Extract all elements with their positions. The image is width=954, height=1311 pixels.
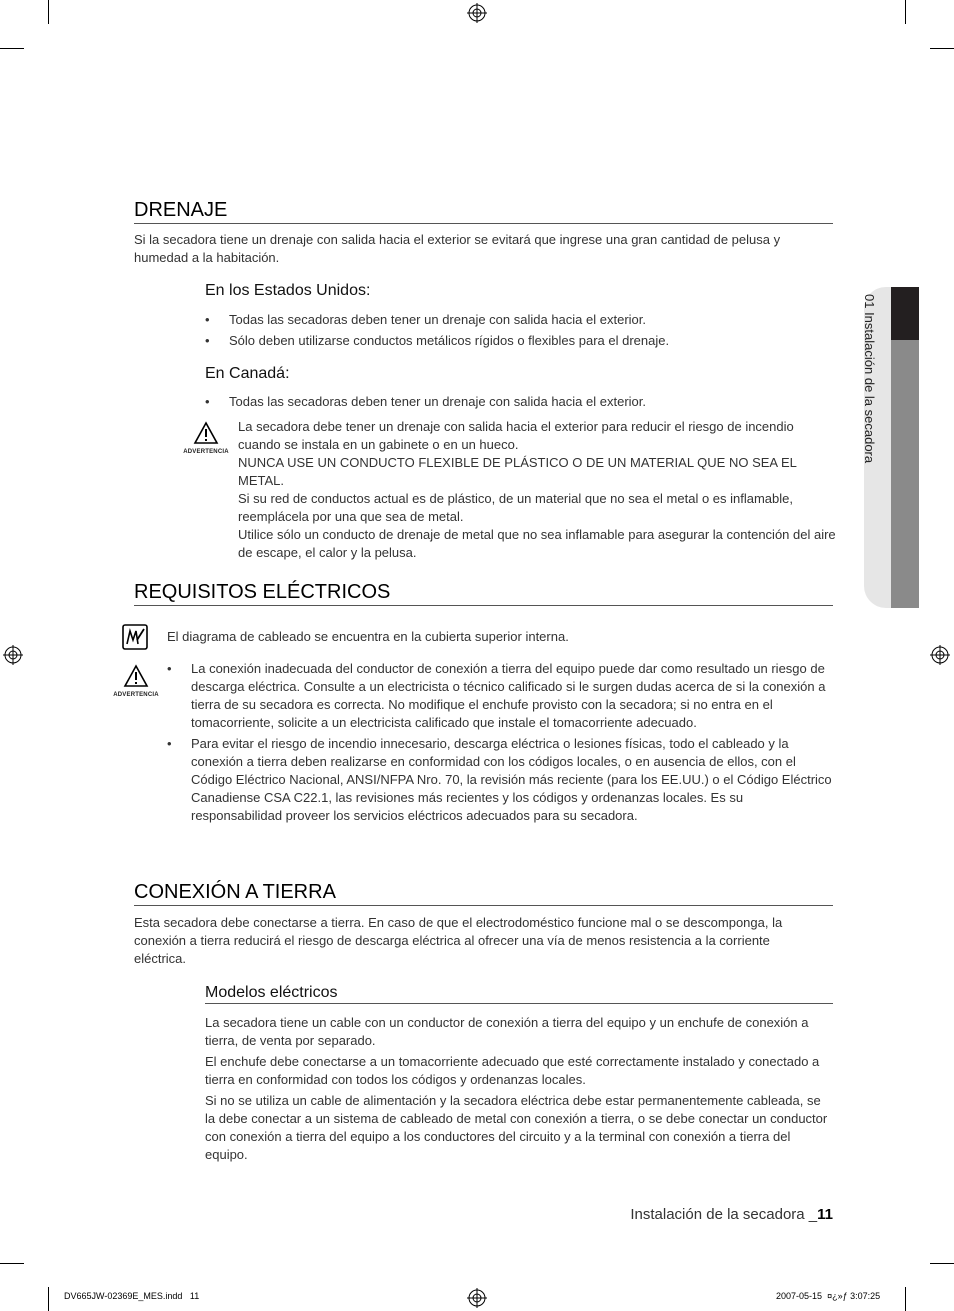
crop-mark bbox=[0, 48, 24, 49]
chapter-tab-marker bbox=[891, 287, 919, 340]
registration-mark-icon bbox=[467, 1288, 487, 1308]
conexion-intro: Esta secadora debe conectarse a tierra. En caso de que el electrodoméstico funcione mal o se descomponga, la conexión a tierra reducirá el riesgo de descarga eléctrica al ofrecer una vía de menos resistencia a la corriente eléctrica. bbox=[134, 915, 783, 966]
section-title-conexion: CONEXIÓN A TIERRA bbox=[134, 880, 833, 906]
footer-section: Instalación de la secadora _ bbox=[630, 1206, 818, 1223]
us-heading: En los Estados Unidos: bbox=[205, 282, 371, 299]
conexion-paragraphs bbox=[205, 1014, 833, 1164]
bullet: • bbox=[205, 394, 210, 409]
list-item: • Sólo deben utilizarse conductos metálicos rígidos o flexibles para el drenaje. bbox=[205, 333, 670, 348]
list-item: • Todas las secadoras deben tener un drenaje con salida hacia el exterior. bbox=[205, 394, 646, 409]
ca-list bbox=[205, 393, 833, 414]
models-heading: Modelos eléctricos bbox=[205, 983, 833, 1004]
crop-mark bbox=[48, 1287, 49, 1311]
drenaje-intro: Si la secadora tiene un drenaje con salida hacia el exterior se evitará que ingrese una gran cantidad de pelusa y humedad a la habitación. bbox=[134, 232, 781, 265]
paragraph: El enchufe debe conectarse a un tomacorriente adecuado que esté correctamente instalado y conectado a tierra en conformidad con todos los códigos y ordenanzas locales. bbox=[205, 1054, 820, 1087]
crop-mark bbox=[930, 1263, 954, 1264]
warning-label: ADVERTENCIA bbox=[183, 449, 229, 455]
warning-triangle-icon bbox=[123, 664, 149, 688]
registration-mark-icon bbox=[467, 3, 487, 23]
list-item: • Todas las secadoras deben tener un drenaje con salida hacia el exterior. bbox=[205, 312, 646, 327]
file-slug: DV665JW-02369E_MES.indd 11 bbox=[64, 1291, 200, 1301]
paragraph: Si no se utiliza un cable de alimentación y la secadora eléctrica debe estar permanentemente cableada, se la debe conectar a un sistema de cableado de metal con conexión a tierra, o se debe conectar un conductor con conexión a tierra del equipo a los conductores del circuito y a la terminal con conexión a tierra del equipo. bbox=[205, 1093, 828, 1162]
print-timestamp: 2007-05-15 ¤¿»ƒ 3:07:25 bbox=[776, 1291, 881, 1301]
crop-mark bbox=[0, 1263, 24, 1264]
chapter-tab-label: 01 Instalación de la secadora bbox=[862, 294, 877, 464]
section-title-requisitos: REQUISITOS ELÉCTRICOS bbox=[134, 580, 833, 606]
crop-mark bbox=[930, 48, 954, 49]
note-icon bbox=[122, 624, 148, 650]
bullet: • bbox=[167, 736, 172, 751]
list-item: • Para evitar el riesgo de incendio innecesario, descarga eléctrica o lesiones físicas, todo el cableado y la conexión a tierra deben realizarse en conformidad con los códigos locales, o en ausencia de ellos, con el Código Eléctrico Nacional, ANSI/NFPA Nro. 70, la revisión más reciente (para los EE.UU.) o el Código Eléctrico Canadiense CSA C22.1, las revisiones más recientes y los códigos y ordenanzas locales. Es su responsabilidad proveer los servicios eléctricos adecuados para su secadora. bbox=[167, 736, 832, 823]
drenaje-warning-text: La secadora debe tener un drenaje con salida hacia el exterior para reducir el riesgo de incendio cuando se instala en un gabinete o en un hueco. NUNCA USE UN CONDUCTO FLEXIBLE DE PLÁSTICO O DE UN MATERIAL QUE NO SEA EL METAL. Si su red de conductos actual es de plástico, de un material que no sea el metal o es inflamable, reemplácela por una que sea de metal. Utilice sólo un conducto de drenaje de metal que no sea inflamable para asegurar la contención del aire de escape, el calor y la pelusa. bbox=[238, 419, 836, 560]
section-title-drenaje: DRENAJE bbox=[134, 198, 833, 224]
paragraph: La secadora tiene un cable con un conductor de conexión a tierra del equipo y un enchufe de conexión a tierra, de venta por separado. bbox=[205, 1015, 809, 1048]
page-number: 11 bbox=[817, 1206, 833, 1223]
bullet: • bbox=[205, 312, 210, 327]
wiring-note: El diagrama de cableado se encuentra en la cubierta superior interna. bbox=[167, 629, 569, 644]
warning-triangle-icon bbox=[193, 421, 219, 445]
us-list bbox=[205, 311, 833, 353]
warning-badge bbox=[108, 664, 164, 698]
bullet: • bbox=[205, 333, 210, 348]
list-item: • La conexión inadecuada del conductor de conexión a tierra del equipo puede dar como resultado un riesgo de descarga eléctrica. Consulte a un electricista o técnico calificado si le surgen dudas acerca de si la conexión a tierra de su secadora es correcta. No modifique el enchufe provisto con la secadora; si no entra en el tomacorriente, solicite a un electricista calificado que instale el tomacorriente adecuado. bbox=[167, 661, 826, 730]
warning-badge bbox=[178, 421, 234, 455]
crop-mark bbox=[905, 1287, 906, 1311]
ca-heading: En Canadá: bbox=[205, 365, 290, 382]
page-footer bbox=[630, 1206, 833, 1223]
chapter-tab-bar bbox=[891, 340, 919, 608]
crop-mark bbox=[905, 0, 906, 24]
warning-label: ADVERTENCIA bbox=[113, 692, 159, 698]
requisitos-list bbox=[167, 660, 835, 828]
registration-mark-icon bbox=[930, 645, 950, 665]
crop-mark bbox=[48, 0, 49, 24]
registration-mark-icon bbox=[3, 645, 23, 665]
bullet: • bbox=[167, 661, 172, 676]
